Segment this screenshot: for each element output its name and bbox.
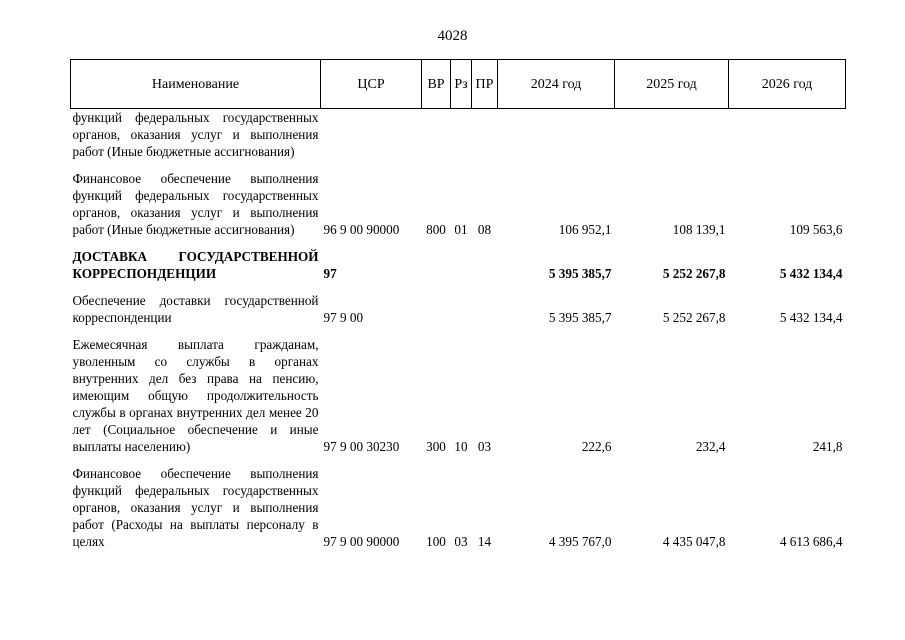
row-name: Обеспечение доставки государственной корреспонденции [72,293,319,325]
table-row [71,292,846,336]
header-2025: 2025 год [615,60,729,109]
row-rz [451,109,472,171]
header-name: Наименование [71,60,321,109]
row-vr: 300 [426,439,446,454]
header-2024: 2024 год [498,60,615,109]
row-csr: 96 9 00 90000 [323,222,400,237]
header-csr: ЦСР [321,60,422,109]
table-row [71,109,846,171]
row-vr: 100 [426,534,446,549]
row-2024 [498,109,615,171]
table-header-row [71,60,846,109]
row-pr: 03 [477,439,492,454]
row-2025: 5 252 267,8 [662,266,726,281]
row-rz: 01 [454,222,468,237]
table-row [71,336,846,465]
header-rz: Рз [451,60,472,109]
row-2025: 4 435 047,8 [662,534,726,549]
row-vr [422,248,451,292]
row-2026: 241,8 [812,439,843,454]
row-rz [451,248,472,292]
row-csr: 97 9 00 [323,310,364,325]
table-row [71,248,846,292]
row-2026: 109 563,6 [789,222,843,237]
row-vr [422,109,451,171]
row-2026: 5 432 134,4 [779,310,843,325]
row-rz: 03 [454,534,468,549]
row-csr: 97 9 00 90000 [323,534,400,549]
table-row [71,465,846,550]
row-2024: 5 395 385,7 [548,266,612,281]
header-2026: 2026 год [729,60,846,109]
row-name: Ежемесячная выплата гражданам, уволенным со службы в органах внутренних дел без права на пенсию, имеющим общую продолжительность службы в органах внутренних дел менее 20 лет (Социальное обеспечение и иные выплаты населению) [72,337,319,454]
row-2026: 5 432 134,4 [779,266,843,281]
header-vr: ВР [422,60,451,109]
table-row [71,170,846,248]
row-2025 [615,109,729,171]
row-csr [321,109,422,171]
row-name: ДОСТАВКА ГОСУДАРСТВЕННОЙ КОРРЕСПОНДЕНЦИИ [72,249,319,281]
row-rz: 10 [454,439,468,454]
row-2026: 4 613 686,4 [779,534,843,549]
row-pr [472,292,498,336]
row-2025: 232,4 [695,439,726,454]
header-pr: ПР [472,60,498,109]
row-2024: 4 395 767,0 [548,534,612,549]
row-rz [451,292,472,336]
row-pr [472,109,498,171]
row-name: функций федеральных государственных органов, оказания услуг и выполнения работ (Иные бюджетные ассигнования) [72,110,319,159]
row-pr: 14 [477,534,492,549]
row-csr: 97 [323,266,337,281]
row-2025: 108 139,1 [672,222,726,237]
page-number: 4028 [437,28,468,44]
row-2025: 5 252 267,8 [662,310,726,325]
row-csr: 97 9 00 30230 [323,439,400,454]
row-2024: 106 952,1 [558,222,612,237]
row-vr: 800 [426,222,446,237]
row-name: Финансовое обеспечение выполнения функций федеральных государственных органов, оказания услуг и выполнения работ (Расходы на выплаты персоналу в целях [72,466,319,549]
row-2024: 5 395 385,7 [548,310,612,325]
row-2026 [729,109,846,171]
row-pr [472,248,498,292]
row-vr [422,292,451,336]
row-name: Финансовое обеспечение выполнения функций федеральных государственных органов, оказания услуг и выполнения работ (Иные бюджетные ассигнования) [72,171,319,237]
budget-table [70,59,846,550]
row-2024: 222,6 [581,439,612,454]
row-pr: 08 [477,222,492,237]
